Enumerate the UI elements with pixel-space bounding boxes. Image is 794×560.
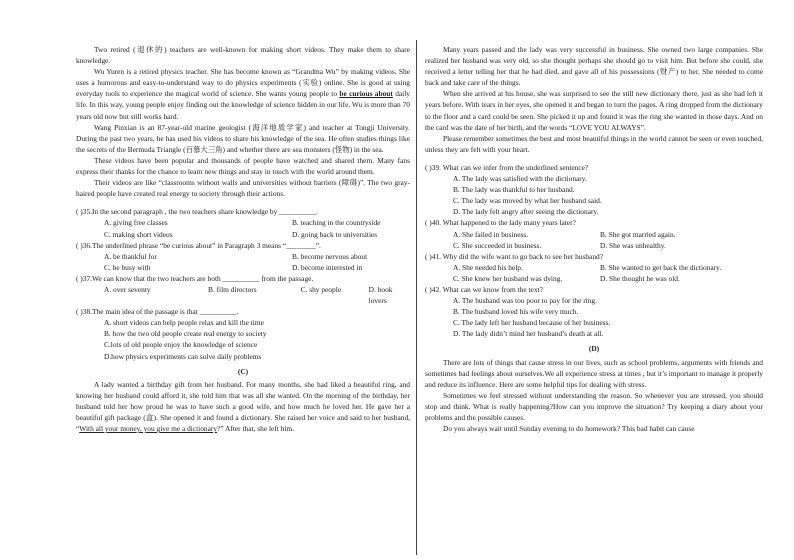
paragraph: Wang Pinxian is an 87-year-old marine geologist (海洋地质学家) and teacher at Tongji University. During the past two years, he has used his videos to share his knowledge of the sea. He often studies things like the secrets of the Bermuda Triangle (百慕大三角) and whether there are sea monsters (怪物) in the sea. [76,122,410,154]
question-stem: ( )42. What can we know from the text? [425,284,543,294]
option: B. film directors [207,284,257,294]
option: D. become interested in [292,262,363,272]
option: C.lots of old people enjoy the knowledge of science [104,340,258,350]
column-divider [416,40,417,555]
option: B. teaching in the countryside [292,218,381,228]
option: B. The husband loved his wife very much. [453,307,579,317]
paragraph: When she arrived at his house, she was surprised to see the still new dictionary there, just as she had left it years before. With tears in her eyes, she opened it and began to turn the pages. A ring dropped from the dictionary to the floor and a card could be seen. She picked it up and found it was the ring she wanted in those days. And on the card was the date of her birth, and the words “LOVE YOU ALWAYS”. [425,89,763,132]
option: D. She thought he was old. [600,273,680,283]
question-stem: ( )41. Why did the wife want to go back to see her husband? [425,251,604,261]
option: B. become nervous about [292,251,368,261]
question-stem: ( )36.The underlined phrase “be curious about” in Paragraph 3 means “________”. [76,240,321,250]
left-column [76,44,410,434]
option: D. The lady felt angry after seeing the dictionary. [453,207,599,217]
underlined-sentence: With all your money, you give me a dictionary [79,424,218,434]
option: A. be thankful for [104,251,157,261]
paragraph: These videos have been popular and thousands of people have watched and shared them. Many fans express their thanks for the chance to learn new things and stay in touch with the world around them. [76,155,410,177]
option: B. She wanted to get back the dictionary. [600,262,722,272]
option: A. short videos can help people relax and kill the time [104,318,264,328]
option: D. The lady didn’t mind her husband’s death at all. [453,329,604,339]
option: D. going back to universities [292,229,378,239]
option: C. shy people [300,284,342,294]
paragraph: Sometimes we feel stressed without understanding the reason. So whenever you are stressed, you should stop and think. What is really happening?How can you improve the situation? Try keeping a diary about your problems and the possible causes. [425,390,763,422]
paragraph: Many years passed and the lady was very successful in business. She owned two large companies. She realized her husband was very old, so she thought perhaps she should go to visit him. But before she could, she received a letter telling her that he had died, and gave all of his possessions (财产) to her. She needed to come back and take care of the things. [425,45,763,88]
section-title: (C) [237,366,249,376]
option: C. be busy with [104,262,151,272]
option: A. giving free classes [104,218,168,228]
option: D. She was unhealthy. [600,240,666,250]
paragraph: Their videos are like “classrooms without walls and universities without barriers (障碍)”. The two gray-haired people have created real energy to society through their actions. [76,178,410,199]
paragraph: A lady wanted a birthday gift from her husband. For many months, she had liked a beautiful ring, and knowing her husband could afford it, she told him that was all she wanted. On the morning of the birthday, her husband told her how proud he was to have such a good wife, and how much he loved her. He gave her a beautiful gift package (盒). She opened it and found a dictionary. She raised her voice and said to her husband, “With all your money, you give me a dictionary?” After that, she left him. [76,379,410,434]
option: C. She knew her husband was dying. [453,273,563,283]
option: A. She failed in business. [453,229,529,239]
option: C. making short videos [104,229,173,239]
option: C. The lady left her husband because of her business. [453,318,611,328]
option: D.how physics experiments can solve daily problems [104,351,262,361]
question-stem: ( )38.The main idea of the passage is that __________. [76,307,239,317]
option: C. She succeeded in business. [453,240,542,250]
option: C. The lady was moved by what her husband said. [453,196,602,206]
option: B. how the two old people create real energy to society [104,329,267,339]
option: A. over seventy [104,284,151,294]
option: D. book lovers [368,284,393,306]
paragraph: Wu Yuren is a retired physics teacher. She has become known as “Grandma Wu” by making videos. She uses a humorous and easy-to-understand way to do physics experiments (实验) online. She is good at using everyday tools to experience the magical world of science. She wants young people to be curious about daily life. In this way, young people enjoy finding out the knowledge of science hidden in our life. Wu is more than 70 years old now but still works hard. [76,67,410,121]
option: A. The lady was satisfied with the dictionary. [453,174,587,184]
question-stem: ( )37.We can know that the two teachers are both __________ from the passage. [76,273,314,283]
option: A. She needed his help. [453,262,523,272]
option: B. She got married again. [600,229,676,239]
question-stem: ( )40. What happened to the lady many years later? [425,218,576,228]
option: A. The husband was too poor to pay for the ring. [453,296,597,306]
paragraph: Do you always wait until Sunday evening to do homework? This bad habit can cause [443,424,695,434]
underlined-phrase: be curious about [339,89,393,99]
paragraph: There are lots of things that cause stress in our lives, such as school problems, arguments with friends and sometimes bad feelings about ourselves.We all experience stress at times , but it’s important to manage it properly and reduce its influence. Here are some helpful tips for dealing with stress. [425,357,763,389]
question-stem: ( )35.In the second paragraph , the two teachers share knowledge by __________. [76,207,318,217]
right-column [425,44,763,434]
paragraph: Please remember sometimes the best and most beautiful things in the world cannot be seen or even touched, unless they are felt with your heart. [425,133,763,154]
option: B. The lady was thankful to her husband. [453,185,575,195]
section-title: (D) [588,344,600,354]
paragraph: Two retired (退休的) teachers are well-known for making short videos. They make them to share knowledge. [76,45,410,66]
question-stem: ( )39. What can we infer from the underlined sentence? [425,162,589,172]
